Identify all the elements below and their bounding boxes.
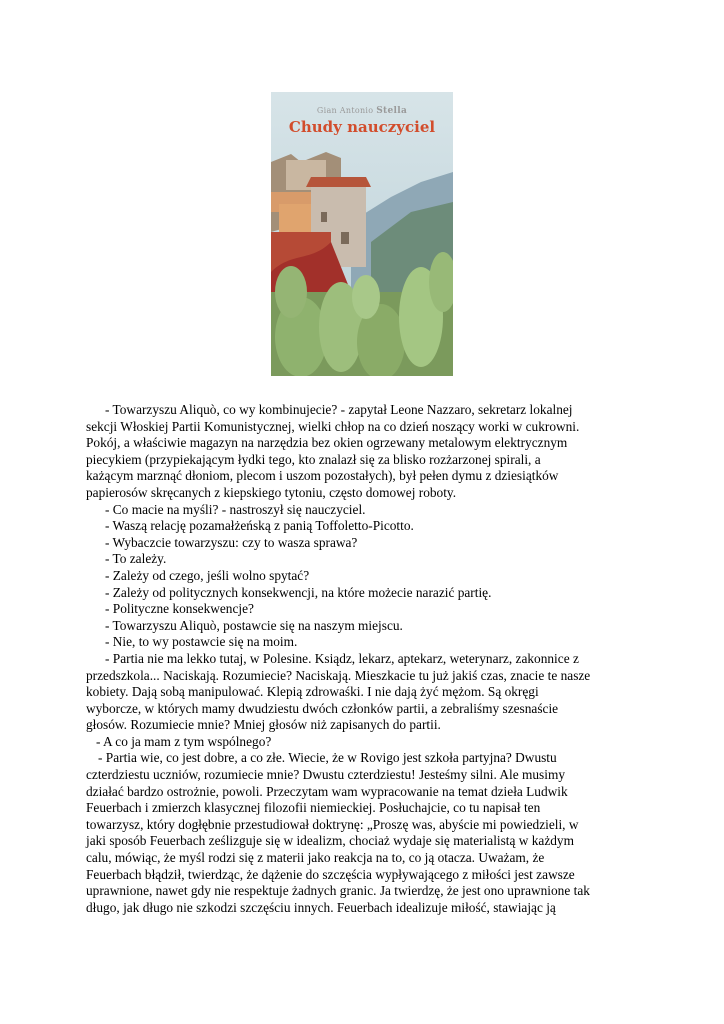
text-line: sekcji Włoskiej Partii Komunistycznej, wielki chłop na co dzień noszący worki w cukrowni. bbox=[86, 418, 580, 434]
text-line: - Zależy od czego, jeśli wolno spytać? bbox=[105, 567, 310, 583]
text-line: - Towarzyszu Aliquò, co wy kombinujecie? - zapytał Leone Nazzaro, sekretarz lokalnej bbox=[105, 402, 573, 417]
cover-title: Chudy nauczyciel bbox=[288, 118, 436, 136]
text-line: papierosów skręcanych z kiepskiego tytoniu, często domowej roboty. bbox=[86, 484, 457, 500]
text-line: - Waszą relację pozamałżeńską z panią Toffoletto-Picotto. bbox=[105, 518, 414, 534]
text-line: Feuerbach i zmierzch klasycznej filozofii niemieckiej. Posłuchajcie, co tu napisał ten bbox=[86, 800, 541, 816]
text-line: Feuerbach błądził, twierdząc, że dążenie do szczęścia wypływającego z miłości jest zawsze bbox=[86, 866, 575, 882]
text-line: czterdziestu uczniów, rozumiecie mnie? Dwustu czterdziestu! Jesteśmy silni. Ale musimy bbox=[86, 767, 565, 783]
text-line: długo, jak długo nie szkodzi szczęściu innych. Feuerbach idealizuje miłość, stawiając ją bbox=[86, 899, 556, 915]
book-cover-image bbox=[271, 92, 453, 376]
text-line: - Co macie na myśli? - nastroszył się nauczyciel. bbox=[105, 501, 366, 517]
body-text bbox=[86, 402, 646, 916]
text-line: - Towarzyszu Aliquò, postawcie się na naszym miejscu. bbox=[105, 617, 403, 633]
text-line: wyborcze, w których mamy dwudziestu dwóch członków partii, a zebraliśmy szesnaście bbox=[86, 700, 559, 716]
text-line: - Polityczne konsekwencje? bbox=[105, 601, 254, 617]
text-line: calu, mówiąc, że myśl rodzi się z materii jako reakcja na to, co ją otacza. Uważam, że bbox=[86, 850, 545, 866]
text-line: piecykiem (przypiekającym łydki tego, kto znalazł się za blisko rozżarzonej spirali, a bbox=[86, 451, 541, 467]
text-line: działać bardzo ostrożnie, powoli. Przeczytam wam wypracowanie na temat dzieła Ludwik bbox=[86, 783, 568, 799]
text-line: każącym marznąć dłoniom, plecom i uszom pozostałych), był pełen dymu z dziesiątków bbox=[86, 468, 559, 484]
text-line: - Zależy od politycznych konsekwencji, na które możecie narazić partię. bbox=[105, 584, 492, 600]
text-line: - Partia nie ma lekko tutaj, w Polesine. Ksiądz, lekarz, aptekarz, weterynarz, zakonnice z bbox=[105, 650, 579, 666]
text-line: - A co ja mam z tym wspólnego? bbox=[96, 733, 272, 749]
text-line: przedszkola... Naciskają. Rozumiecie? Naciskają. Mieszkacie tu już jakiś czas, znacie te nasze bbox=[86, 667, 591, 683]
text-line: - Nie, to wy postawcie się na moim. bbox=[105, 634, 298, 650]
text-line: - Wybaczcie towarzyszu: czy to wasza sprawa? bbox=[105, 534, 358, 550]
text-line: jaki sposób Feuerbach ześlizguje się w idealizm, chociaż wydaje się materialistą w każdym bbox=[86, 833, 574, 849]
text-line: kobiety. Dają sobą manipulować. Klepią zdrowaśki. I nie dają żyć mężom. Są okręgi bbox=[86, 684, 539, 700]
text-line: głosów. Rozumiecie mnie? Mniej głosów niż zapisanych do partii. bbox=[86, 717, 441, 733]
text-line: uprawnione, nawet gdy nie respektuje żadnych granic. Ja twierdzę, że jest ono uprawnione tak bbox=[86, 883, 590, 899]
text-line: - To zależy. bbox=[105, 551, 167, 567]
text-line: Pokój, a właściwie magazyn na narzędzia bez okien ogrzewany metalowym elektrycznym bbox=[86, 435, 568, 451]
text-line: - Partia wie, co jest dobre, a co złe. Wiecie, że w Rovigo jest szkoła partyjna? Dwustu bbox=[98, 750, 557, 766]
text-line: towarzysz, który dogłębnie przestudiował doktrynę: „Proszę was, abyście mi powiedzieli, w bbox=[86, 816, 579, 832]
cover-author: Gian Antonio Stella bbox=[316, 106, 408, 116]
